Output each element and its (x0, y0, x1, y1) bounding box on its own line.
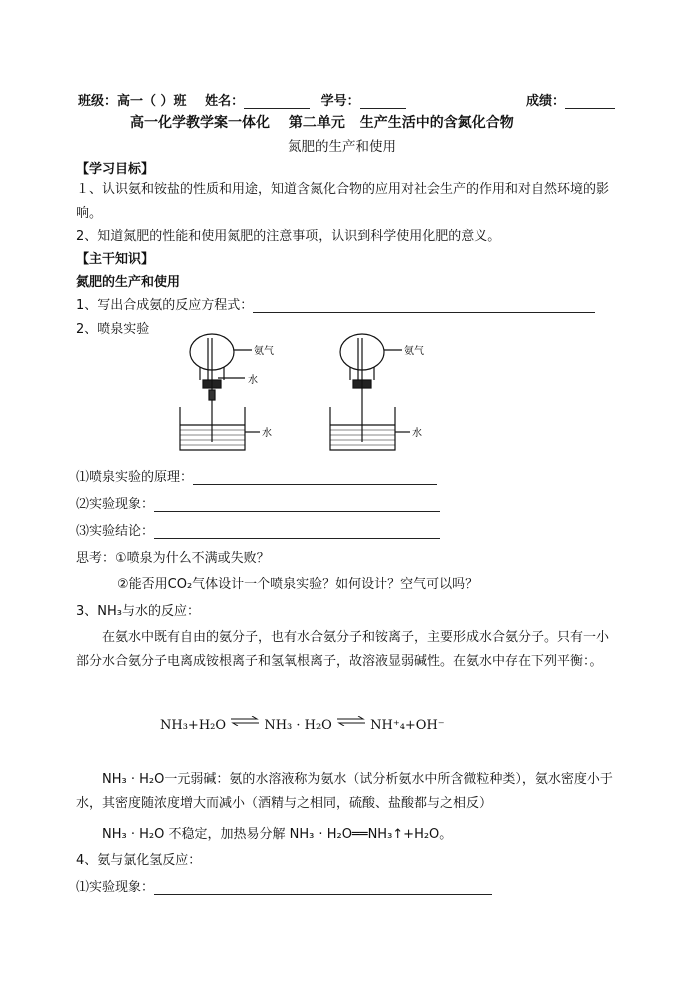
left-gas-label: 氨气 (254, 346, 274, 357)
eq-reactants: NH₃+H₂O (160, 718, 227, 733)
title-unit: 第二单元 (288, 115, 345, 131)
phenomenon-blank[interactable] (154, 497, 440, 512)
goal-item-1: １、认识氨和铵盐的性质和用途，知道含氮化合物的应用对社会生产的作用和对自然环境的影响。 (76, 182, 610, 221)
equation-blank[interactable] (253, 298, 595, 313)
right-gas-label: 氨气 (404, 346, 424, 357)
sub-principle (76, 466, 437, 485)
conclusion-blank[interactable] (154, 524, 440, 539)
id-blank[interactable] (360, 94, 406, 109)
question-1 (76, 294, 595, 313)
unstable-note: NH₃ · H₂O 不稳定，加热易分解 NH₃ · H₂O══NH₃↑+H₂O。 (102, 827, 453, 842)
hcl-phenomenon-blank[interactable] (154, 880, 492, 895)
left-beaker-label: 水 (262, 428, 272, 439)
think-1: 思考：①喷泉为什么不满或失败？ (76, 551, 270, 566)
sub-phenomenon (76, 493, 440, 512)
question-2: 2、喷泉实验 (76, 322, 150, 337)
section-title: 氮肥的生产和使用 (76, 275, 181, 290)
question-4-sub1 (76, 876, 492, 895)
knowledge-heading: 【主干知识】 (76, 252, 155, 267)
name-blank[interactable] (244, 94, 310, 109)
eq-arrow-1 (230, 715, 260, 730)
left-water-label: 水 (248, 375, 258, 386)
fountain-experiment-diagram (170, 332, 470, 458)
goals-heading: 【学习目标】 (76, 162, 155, 177)
question-4-sub1-label: ⑴实验现象： (76, 880, 155, 895)
title-main: 高一化学教学案一体化 (130, 115, 270, 131)
goal-item-2: 2、知道氮肥的性能和使用氮肥的注意事项，认识到科学使用化肥的意义。 (76, 229, 501, 244)
sub-conclusion (76, 520, 440, 539)
ammonia-water-paragraph: 在氨水中既有自由的氨分子，也有水合氨分子和铵离子，主要形成水合氨分子。只有一小部分水合氨分子电离成铵根离子和氢氧根离子，故溶液显弱碱性。在氨水中存在下列平衡：。 (76, 630, 610, 669)
title-unit-topic: 生产生活中的含氮化合物 (359, 115, 514, 131)
name-label: 姓名： (205, 94, 245, 109)
question-1-text: 1、写出合成氨的反应方程式： (76, 298, 254, 313)
principle-blank[interactable] (193, 470, 437, 485)
apparatus-right (330, 334, 410, 450)
question-4: 4、氨与氯化氢反应： (76, 853, 202, 868)
title-row (130, 112, 514, 132)
sub-principle-label: ⑴喷泉实验的原理： (76, 470, 194, 485)
eq-arrow-2 (336, 715, 366, 730)
eq-ions: NH⁺₄+OH⁻ (370, 718, 445, 733)
sub-phenomenon-label: ⑵实验现象： (76, 497, 155, 512)
weak-base-paragraph: NH₃ · H₂O一元弱碱：氨的水溶液称为氨水（试分析氨水中所含微粒种类），氨水密度小于水，其密度随浓度增大而减小（酒精与之相同，硫酸、盐酸都与之相反） (76, 772, 613, 811)
question-3: 3、NH₃与水的反应： (76, 604, 200, 619)
sub-conclusion-label: ⑶实验结论： (76, 524, 155, 539)
class-label: 班级：高一（ ）班 (78, 94, 187, 109)
id-label: 学号： (320, 94, 360, 109)
score-label: 成绩： (526, 94, 566, 109)
apparatus-left (180, 334, 260, 450)
right-beaker-label: 水 (412, 428, 422, 439)
eq-hydrate: NH₃ · H₂O (264, 718, 332, 733)
score-row (526, 90, 615, 109)
subtitle: 氮肥的生产和使用 (288, 139, 396, 155)
equilibrium-equation (160, 718, 445, 733)
header-row (78, 90, 406, 109)
score-blank[interactable] (565, 94, 615, 109)
think-2: ②能否用CO₂气体设计一个喷泉实验？如何设计？空气可以吗？ (117, 577, 479, 592)
